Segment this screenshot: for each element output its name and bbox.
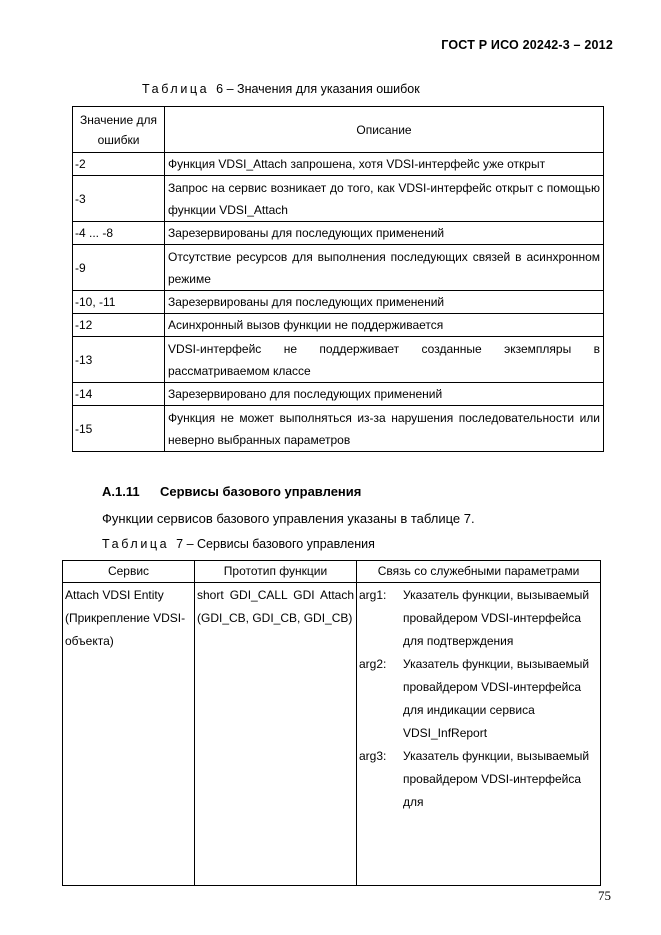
error-code-cell: -2 <box>73 153 165 176</box>
argument-item <box>359 653 598 745</box>
section-number: А.1.11 <box>102 484 140 499</box>
error-description-cell: Асинхронный вызов функции не поддерживается <box>165 314 604 337</box>
table6-col-desc: Описание <box>165 107 604 153</box>
table-row <box>73 222 604 245</box>
error-code-cell: -12 <box>73 314 165 337</box>
error-description-cell: Запрос на сервис возникает до того, как VDSI-интерфейс открыт с помощью функции VDSI_Attach <box>165 176 604 222</box>
table7-col-params: Связь со служебными параметрами <box>357 561 601 583</box>
argument-description: Указатель функции, вызываемый провайдером VDSI-интерфейса для индикации сервиса VDSI_InfReport <box>403 657 590 740</box>
table-row <box>73 314 604 337</box>
error-description-cell: VDSI-интерфейс не поддерживает созданные экземпляры в рассматриваемом классе <box>165 337 604 383</box>
error-code-cell: -10, -11 <box>73 291 165 314</box>
table7-col-service: Сервис <box>63 561 195 583</box>
table-row <box>73 291 604 314</box>
document-header: ГОСТ Р ИСО 20242-3 – 2012 <box>441 38 613 52</box>
error-code-cell: -13 <box>73 337 165 383</box>
error-description-cell: Зарезервировано для последующих применений <box>165 383 604 406</box>
error-code-cell: -15 <box>73 406 165 452</box>
table7-caption <box>102 537 375 551</box>
error-description-cell: Зарезервированы для последующих применений <box>165 222 604 245</box>
section-heading <box>102 484 361 499</box>
error-code-cell: -4 ... -8 <box>73 222 165 245</box>
page-number: 75 <box>598 888 611 903</box>
service-cell: Attach VDSI Entity (Прикрепление VDSI-объекта) <box>63 583 195 886</box>
table7-caption-word: Таблица <box>102 537 170 551</box>
error-description-cell: Зарезервированы для последующих применений <box>165 291 604 314</box>
table-row <box>73 176 604 222</box>
table-row <box>73 153 604 176</box>
error-code-cell: -9 <box>73 245 165 291</box>
table6-caption-word: Таблица <box>142 82 210 96</box>
argument-description: Указатель функции, вызываемый провайдером VDSI-интерфейса для <box>403 749 590 809</box>
error-description-cell: Отсутствие ресурсов для выполнения последующих связей в асинхронном режиме <box>165 245 604 291</box>
error-code-cell: -3 <box>73 176 165 222</box>
table6-caption <box>142 82 420 96</box>
prototype-cell: short GDI_CALL GDI Attach (GDI_CB, GDI_CB, GDI_CB) <box>195 583 357 886</box>
error-code-cell: -14 <box>73 383 165 406</box>
table-row <box>73 245 604 291</box>
table6-col-code: Значение для ошибки <box>73 107 165 153</box>
table7-col-prototype: Прототип функции <box>195 561 357 583</box>
table6-caption-text: 6 – Значения для указания ошибок <box>216 82 420 96</box>
table7-caption-text: 7 – Сервисы базового управления <box>176 537 375 551</box>
error-codes-table <box>72 106 604 452</box>
table-row <box>73 337 604 383</box>
error-description-cell: Функция не может выполняться из-за нарушения последовательности или неверно выбранных параметров <box>165 406 604 452</box>
argument-key: arg2: <box>359 657 387 671</box>
body-paragraph: Функции сервисов базового управления указаны в таблице 7. <box>102 511 475 526</box>
argument-key: arg3: <box>359 749 387 763</box>
section-title: Сервисы базового управления <box>160 484 362 499</box>
table-row <box>73 383 604 406</box>
error-description-cell: Функция VDSI_Attach запрошена, хотя VDSI-интерфейс уже открыт <box>165 153 604 176</box>
argument-key: arg1: <box>359 588 387 602</box>
basic-control-services-table <box>62 560 601 886</box>
argument-description: Указатель функции, вызываемый провайдером VDSI-интерфейса для подтверждения <box>403 588 590 648</box>
argument-item <box>359 745 598 814</box>
table-row <box>73 406 604 452</box>
argument-item <box>359 584 598 653</box>
params-cell <box>357 583 601 886</box>
